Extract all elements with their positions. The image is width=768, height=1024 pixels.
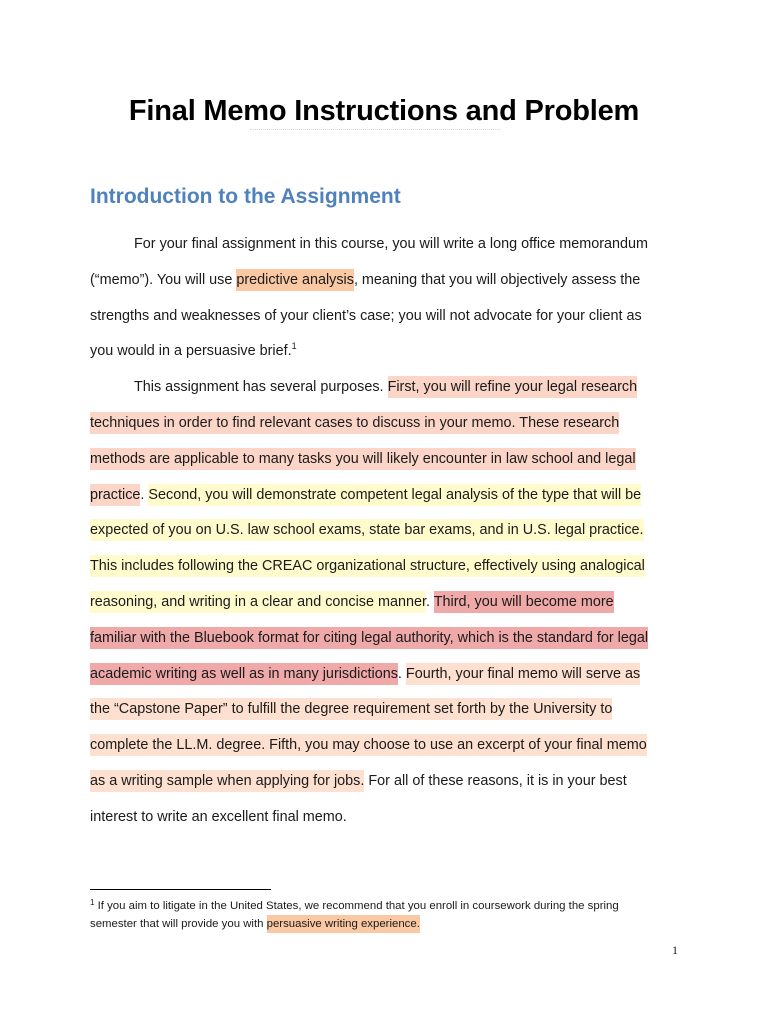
highlight-second-purpose: expected of you on U.S. law school exams, state bar exams, and in U.S. legal practice. (90, 519, 644, 541)
highlight-second-purpose: reasoning, and writing in a clear and concise manner (90, 591, 426, 613)
paragraph-2-line-13 (90, 800, 680, 836)
text-run: semester that will provide you with (90, 917, 267, 930)
footnote-line-1 (90, 898, 690, 916)
text-run: If you aim to litigate in the United States, we recommend that you enroll in coursework during the spring (94, 900, 619, 912)
highlight-third-purpose: Third, you will become more (434, 591, 614, 613)
highlight-fourth-fifth-purpose: complete the LL.M. degree. Fifth, you may choose to use an excerpt of your final memo (90, 734, 647, 756)
highlight-third-purpose: familiar with the Bluebook format for citing legal authority, which is the standard for legal (90, 627, 648, 649)
text-run: . (397, 665, 406, 682)
highlight-first-purpose: techniques in order to find relevant cases to discuss in your memo. These research (90, 412, 619, 434)
paragraph-2-line-11 (90, 728, 680, 764)
footnote (90, 898, 690, 933)
paragraph-2-line-10 (90, 692, 680, 728)
highlight-persuasive-writing: persuasive writing experience. (267, 915, 420, 933)
paragraph-2-line-2 (90, 406, 680, 442)
highlight-first-purpose: methods are applicable to many tasks you will likely encounter in law school and legal (90, 448, 636, 470)
paragraph-2-line-3 (90, 442, 680, 478)
highlight-predictive-analysis: predictive analysis (236, 269, 354, 291)
footnote-line-2 (90, 916, 690, 934)
section-heading: Introduction to the Assignment (90, 185, 401, 208)
text-run: strengths and weaknesses of your client’s case; you will not advocate for your client as (90, 307, 642, 324)
text-run: For your final assignment in this course, you will write a long office memorandum (134, 236, 649, 252)
title-bleed-through (250, 129, 500, 133)
highlight-fourth-fifth-purpose: the “Capstone Paper” to fulfill the degree requirement set forth by the University to (90, 698, 612, 720)
paragraph-2-line-9 (90, 657, 680, 693)
paragraph-2-line-4 (90, 478, 680, 514)
highlight-second-purpose: This includes following the CREAC organizational structure, effectively using analogical (90, 555, 645, 577)
page-number: 1 (672, 943, 678, 957)
footnote-marker: 1 (90, 898, 95, 907)
text-run: . (140, 486, 149, 503)
highlight-fourth-fifth-purpose: as a writing sample when applying for jobs. (90, 770, 364, 792)
paragraph-1 (90, 227, 680, 370)
paragraph-2-line-7 (90, 585, 680, 621)
document-title: Final Memo Instructions and Problem (128, 95, 640, 127)
footnote-reference[interactable]: 1 (291, 341, 297, 352)
text-run: . (425, 593, 434, 610)
text-run: For all of these reasons, it is in your best (364, 772, 627, 789)
text-run: you would in a persuasive brief. (90, 343, 292, 360)
footnote-separator (90, 889, 271, 890)
paragraph-1-line-3 (90, 299, 680, 335)
document-body (90, 227, 680, 836)
paragraph-1-line-2 (90, 263, 680, 299)
paragraph-2-line-8 (90, 621, 680, 657)
highlight-fourth-fifth-purpose: Fourth, your final memo will serve as (406, 663, 640, 685)
paragraph-2-line-1 (90, 370, 680, 406)
paragraph-1-line-1 (90, 227, 680, 263)
paragraph-1-line-4 (90, 334, 680, 370)
text-run: (“memo”). You will use (90, 271, 237, 288)
paragraph-2-line-12 (90, 764, 680, 800)
text-run: , meaning that you will objectively assess the (353, 271, 641, 288)
text-run: interest to write an excellent final memo. (90, 808, 347, 825)
highlight-third-purpose: academic writing as well as in many jurisdictions (90, 663, 398, 685)
paragraph-2-line-5 (90, 513, 680, 549)
text-run: This assignment has several purposes. (134, 379, 388, 396)
highlight-first-purpose: practice (90, 484, 140, 506)
paragraph-2-line-6 (90, 549, 680, 585)
paragraph-2 (90, 370, 680, 835)
highlight-first-purpose: First, you will refine your legal research (388, 376, 638, 398)
highlight-second-purpose: Second, you will demonstrate competent legal analysis of the type that will be (148, 484, 641, 506)
